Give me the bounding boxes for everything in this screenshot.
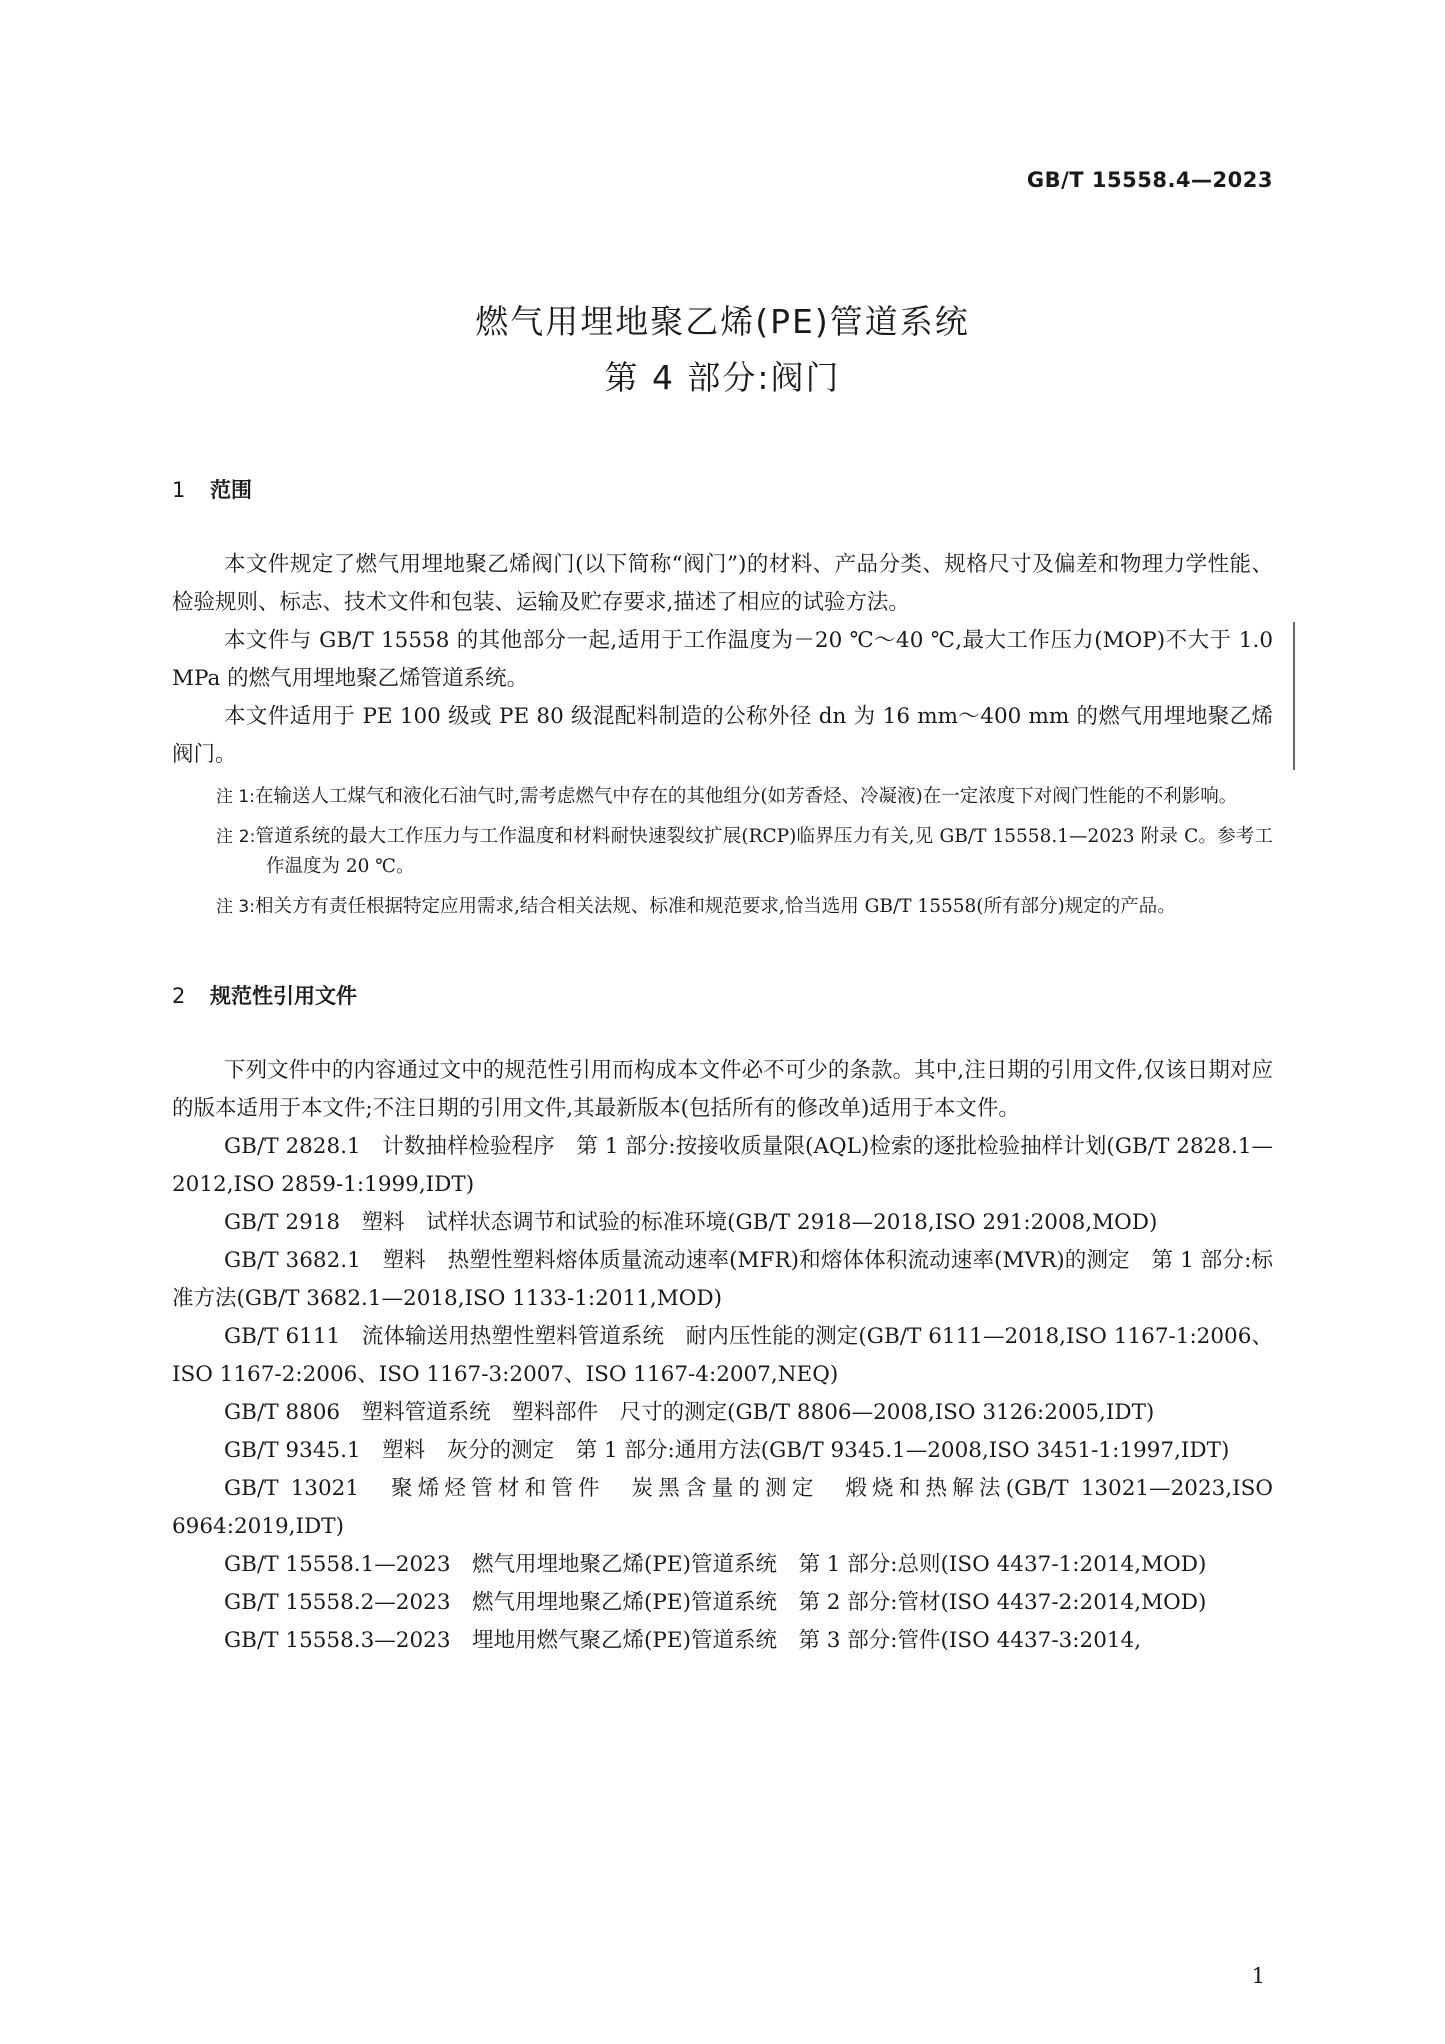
reference-item: GB/T 15558.3—2023 埋地用燃气聚乙烯(PE)管道系统 第 3 部分:管件(ISO 4437-3:2014, xyxy=(224,1628,1142,1653)
references-intro: 下列文件中的内容通过文中的规范性引用而构成本文件必不可少的条款。其中,注日期的引用文件,仅该日期对应的版本适用于本文件;不注日期的引用文件,其最新版本(包括所有的修改单)适用于本文件。 xyxy=(172,1058,1273,1121)
document-title: 燃气用埋地聚乙烯(PE)管道系统 xyxy=(475,302,970,341)
reference-item: GB/T 2828.1 计数抽样检验程序 第 1 部分:按接收质量限(AQL)检索的逐批检验抽样计划(GB/T 2828.1—2012,ISO 2859-1:1999,IDT) xyxy=(172,1134,1273,1197)
note-2-text: 管道系统的最大工作压力与工作温度和材料耐快速裂纹扩展(RCP)临界压力有关,见 GB/T 15558.1—2023 附录 C。参考工作温度为 20 ℃。 xyxy=(255,826,1273,877)
reference-item: GB/T 8806 塑料管道系统 塑料部件 尺寸的测定(GB/T 8806—2008,ISO 3126:2005,IDT) xyxy=(224,1400,1155,1425)
note-3-label: 注 3: xyxy=(216,897,255,917)
scope-paragraph-1: 本文件规定了燃气用埋地聚乙烯阀门(以下简称“阀门”)的材料、产品分类、规格尺寸及偏差和物理力学性能、检验规则、标志、技术文件和包装、运输及贮存要求,描述了相应的试验方法。 xyxy=(172,552,1273,615)
reference-item: GB/T 9345.1 塑料 灰分的测定 第 1 部分:通用方法(GB/T 9345.1—2008,ISO 3451-1:1997,IDT) xyxy=(224,1438,1230,1463)
note-3 xyxy=(172,892,1273,922)
reference-item: GB/T 13021 聚烯烃管材和管件 炭黑含量的测定 煅烧和热解法(GB/T 13021—2023,ISO 6964:2019,IDT) xyxy=(172,1476,1273,1539)
section-1-heading xyxy=(172,474,1273,506)
reference-item: GB/T 15558.2—2023 燃气用埋地聚乙烯(PE)管道系统 第 2 部分:管材(ISO 4437-2:2014,MOD) xyxy=(224,1590,1207,1615)
page-number: 1 xyxy=(1251,1964,1265,1988)
note-1 xyxy=(172,782,1273,812)
note-2 xyxy=(172,822,1273,882)
section-1-number: 1 xyxy=(172,478,186,502)
change-bar xyxy=(1293,622,1295,770)
scope-paragraph-3: 本文件适用于 PE 100 级或 PE 80 级混配料制造的公称外径 dn 为 16 mm～400 mm 的燃气用埋地聚乙烯阀门。 xyxy=(172,704,1273,767)
reference-item: GB/T 3682.1 塑料 热塑性塑料熔体质量流动速率(MFR)和熔体体积流动速率(MVR)的测定 第 1 部分:标准方法(GB/T 3682.1—2018,ISO 1133-1:2011,MOD) xyxy=(172,1248,1273,1311)
page-content xyxy=(172,474,1273,1660)
section-2-number: 2 xyxy=(172,984,186,1008)
section-1-title: 范围 xyxy=(210,478,252,502)
reference-item: GB/T 15558.1—2023 燃气用埋地聚乙烯(PE)管道系统 第 1 部分:总则(ISO 4437-1:2014,MOD) xyxy=(224,1552,1207,1577)
reference-item: GB/T 6111 流体输送用热塑性塑料管道系统 耐内压性能的测定(GB/T 6111—2018,ISO 1167-1:2006、ISO 1167-2:2006、ISO 1167-3:2007、ISO 1167-4:2007,NEQ) xyxy=(172,1324,1273,1387)
reference-item: GB/T 2918 塑料 试样状态调节和试验的标准环境(GB/T 2918—2018,ISO 291:2008,MOD) xyxy=(224,1210,1158,1235)
note-1-text: 在输送人工煤气和液化石油气时,需考虑燃气中存在的其他组分(如芳香烃、冷凝液)在一定浓度下对阀门性能的不利影响。 xyxy=(254,786,1238,807)
note-1-label: 注 1: xyxy=(216,787,255,807)
scope-paragraph-2: 本文件与 GB/T 15558 的其他部分一起,适用于工作温度为－20 ℃～40 ℃,最大工作压力(MOP)不大于 1.0 MPa 的燃气用埋地聚乙烯管道系统。 xyxy=(172,628,1273,691)
note-3-text: 相关方有责任根据特定应用需求,结合相关法规、标准和规范要求,恰当选用 GB/T 15558(所有部分)规定的产品。 xyxy=(254,896,1176,917)
section-2-title: 规范性引用文件 xyxy=(210,984,357,1008)
document-subtitle: 第 4 部分:阀门 xyxy=(604,358,841,397)
note-2-label: 注 2: xyxy=(216,827,256,847)
section-2-heading xyxy=(172,980,1273,1012)
standard-number: GB/T 15558.4—2023 xyxy=(1026,168,1273,192)
